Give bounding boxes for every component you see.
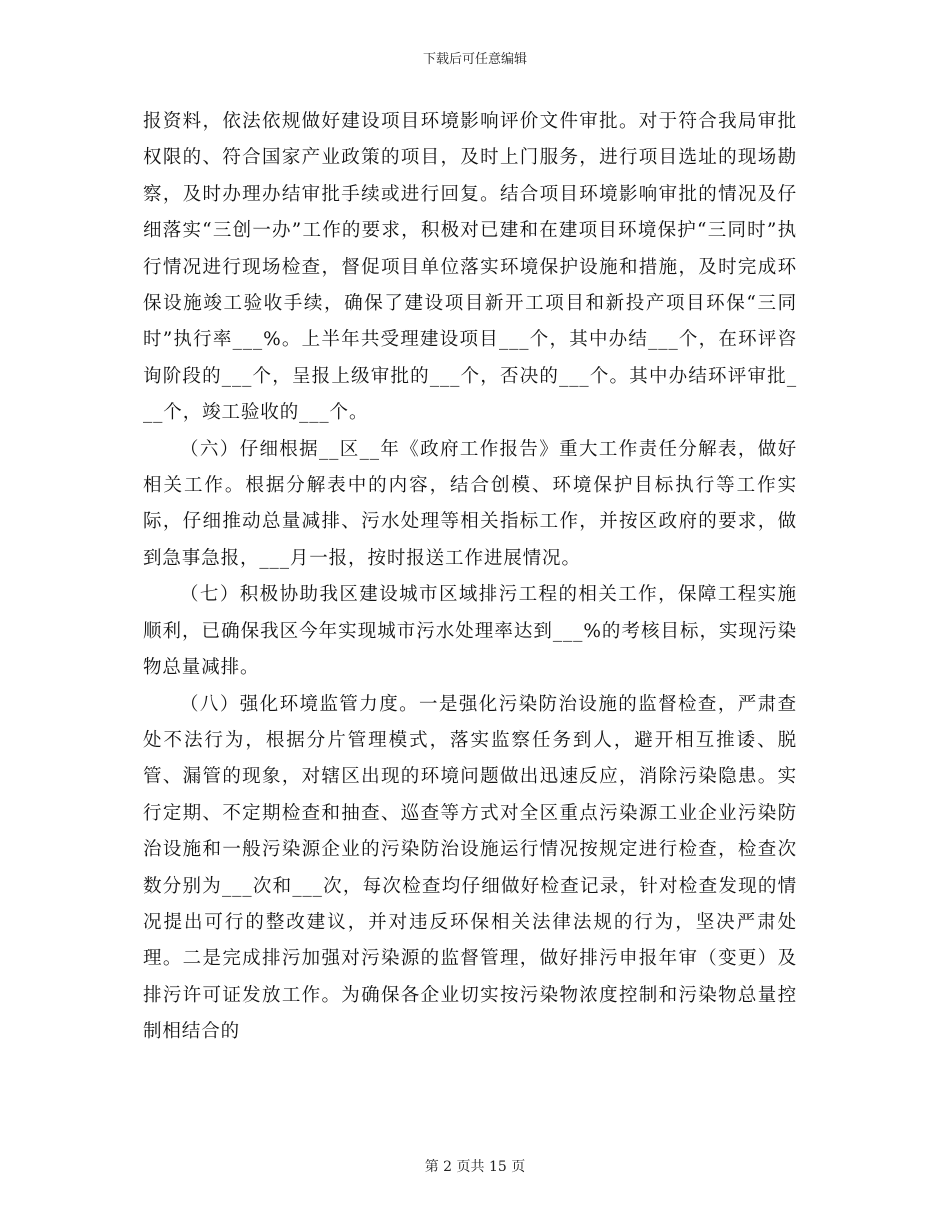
page-header: 下载后可任意编辑 <box>422 52 527 67</box>
page-footer: 第 2 页共 15 页 <box>424 1159 526 1175</box>
paragraph-4: （八）强化环境监管力度。一是强化污染防治设施的监督检查，严肃查处不法行为，根据分片管理模式，落实监察任务到人，避开相互推诿、脱管、漏管的现象，对辖区出现的环境问题做出迅速反应，消除污染隐患。实行定期、不定期检查和抽查、巡查等方式对全区重点污染源工业企业污染防治设施和一般污染源企业的污染防治设施运行情况按规定进行检查，检查次数分别为___次和___次，每次检查均仔细做好检查记录，针对检查发现的情况提出可行的整改建议，并对违反环保相关法律法规的行为，坚决严肃处理。二是完成排污加强对污染源的监督管理，做好排污申报年审（变更）及排污许可证发放工作。为确保各企业切实按污染物浓度控制和污染物总量控制相结合的 <box>143 693 797 1043</box>
paragraph-3: （七）积极协助我区建设城市区域排污工程的相关工作，保障工程实施顺利，已确保我区今年实现城市污水处理率达到___%的考核目标，实现污染物总量减排。 <box>143 584 797 679</box>
paragraph-1: 报资料，依法依规做好建设项目环境影响评价文件审批。对于符合我局审批权限的、符合国家产业政策的项目，及时上门服务，进行项目选址的现场勘察，及时办理办结审批手续或进行回复。结合项目环境影响审批的情况及仔细落实“三创一办”工作的要求，积极对已建和在建项目环境保护“三同时”执行情况进行现场检查，督促项目单位落实环境保护设施和措施，及时完成环保设施竣工验收手续，确保了建设项目新开工项目和新投产项目环保“三同时”执行率___%。上半年共受理建设项目___个，其中办结___个，在环评咨询阶段的___个，呈报上级审批的___个，否决的___个。其中办结环评审批___个，竣工验收的___个。 <box>143 111 797 424</box>
document-body <box>143 104 797 1051</box>
paragraph-2: （六）仔细根据__区__年《政府工作报告》重大工作责任分解表，做好相关工作。根据分解表中的内容，结合创模、环境保护目标执行等工作实际，仔细推动总量减排、污水处理等相关指标工作，并按区政府的要求，做到急事急报，___月一报，按时报送工作进展情况。 <box>143 438 797 569</box>
